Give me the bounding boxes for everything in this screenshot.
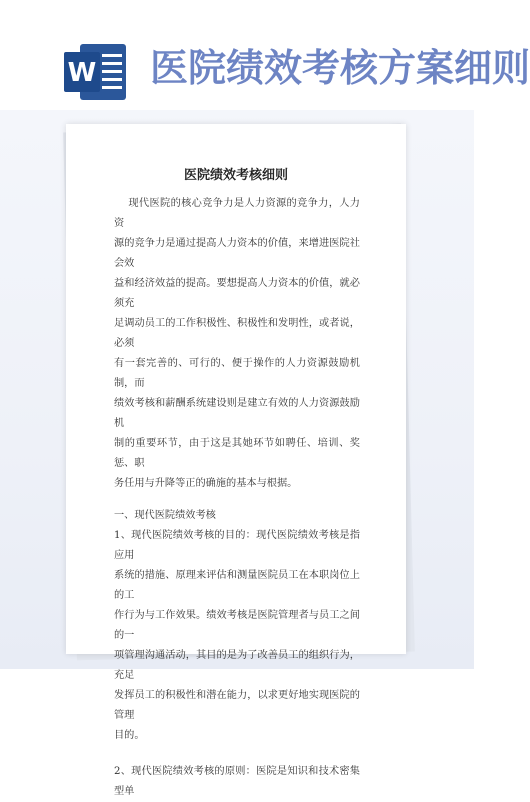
body-line: 项管理沟通活动，其目的是为了改善员工的组织行为，充足 [114,650,360,681]
banner-title: 医院绩效考核方案细则 [150,46,530,90]
document-body [114,194,360,802]
body-line: 源的竞争力是通过提高人力资本的价值，来增进医院社会效 [114,238,360,269]
body-line: 有一套完善的、可行的、便于操作的人力资源鼓励机制，而 [114,358,360,389]
body-line: 2、现代医院绩效考核的原则：医院是知识和技术密集型单 [114,766,360,797]
body-line: 制的重要环节，由于这是其她环节如聘任、培训、奖惩、职 [114,438,360,469]
body-line: 绩效考核和薪酬系统建设则是建立有效的人力资源鼓励机 [114,398,360,429]
section-heading: 一、现代医院绩效考核 [114,510,216,521]
body-line: 作行为与工作效果。绩效考核是医院管理者与员工之间的一 [114,610,360,641]
body-line: 1、现代医院绩效考核的目的：现代医院绩效考核是指应用 [114,530,360,561]
document-page [66,124,406,797]
body-line: 现代医院的核心竞争力是人力资源的竞争力，人力资 [114,198,360,229]
body-line: 益和经济效益的提高。要想提高人力资本的价值，就必须充 [114,278,360,309]
svg-text:W: W [67,58,97,88]
body-line: 务任用与升降等正的确施的基本与根据。 [114,478,298,489]
banner-header [0,0,530,110]
body-line: 足调动员工的工作积极性、积极性和发明性，或者说，必须 [114,318,360,349]
word-icon [62,40,128,102]
body-line: 系统的措施、原理来评估和测量医院员工在本职岗位上的工 [114,570,360,601]
body-line: 目的。 [114,730,145,741]
document-title: 医院绩效考核细则 [183,168,288,183]
body-line: 发挥员工的积极性和潜在能力，以求更好地实现医院的管理 [114,690,360,721]
